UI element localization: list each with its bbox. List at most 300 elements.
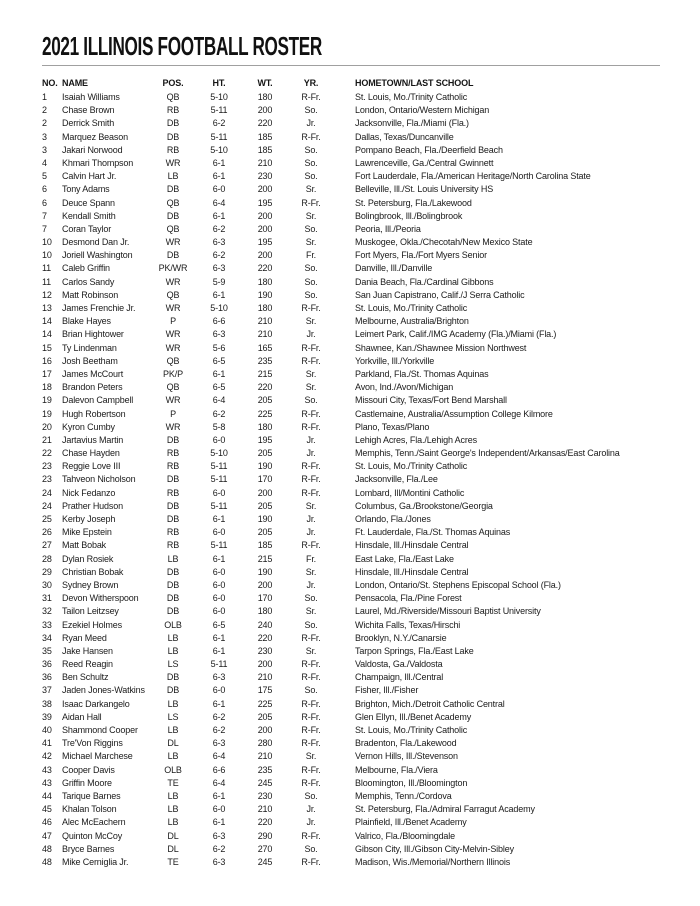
cell-hometown: Missouri City, Texas/Fort Bend Marshall (355, 395, 507, 406)
table-row (42, 737, 660, 750)
cell-height: 6-2 (212, 843, 226, 854)
cell-position: DL (167, 843, 179, 854)
cell-name: Griffin Moore (62, 777, 112, 788)
cell-position: WR (165, 303, 181, 313)
cell-year: R-Fr. (301, 659, 321, 670)
cell-weight: 220 (257, 817, 273, 828)
cell-height: 6-0 (212, 434, 226, 445)
cell-weight: 205 (257, 711, 273, 722)
cell-number: 19 (42, 395, 52, 406)
cell-year: Jr. (306, 434, 316, 445)
cell-weight: 180 (257, 303, 273, 313)
cell-year: R-Fr. (301, 131, 321, 142)
table-row (42, 619, 660, 632)
cell-year: Jr. (306, 329, 316, 340)
cell-position: TE (167, 856, 179, 867)
cell-number: 14 (42, 329, 52, 340)
cell-year: So. (304, 263, 318, 274)
cell-height: 5-10 (210, 448, 228, 459)
cell-year: So. (304, 223, 318, 234)
cell-name: Tailon Leitzsey (62, 606, 119, 617)
cell-year: So. (304, 171, 318, 182)
table-row (42, 183, 660, 196)
cell-hometown: St. Louis, Mo./Trinity Catholic (355, 92, 468, 102)
cell-height: 5-11 (210, 461, 228, 472)
cell-weight: 185 (257, 540, 273, 551)
cell-height: 5-11 (210, 659, 228, 670)
cell-number: 28 (42, 553, 52, 564)
cell-position: QB (166, 197, 180, 208)
page-title: 2021 ILLINOIS FOOTBALL ROSTER (42, 31, 322, 61)
cell-hometown: Orlando, Fla./Jones (355, 514, 431, 524)
cell-position: DB (166, 474, 180, 485)
cell-position: LS (167, 659, 179, 670)
cell-height: 6-0 (212, 527, 226, 538)
cell-year: R-Fr. (301, 830, 321, 841)
cell-name: Khmari Thompson (62, 157, 134, 168)
cell-hometown: London, Ontario/St. Stephens Episcopal School (Fla.) (355, 579, 561, 590)
cell-name: Coran Taylor (62, 223, 112, 234)
cell-hometown: Fort Myers, Fla./Fort Myers Senior (355, 250, 487, 261)
cell-position: DB (166, 434, 180, 445)
cell-weight: 180 (257, 276, 273, 287)
cell-name: Brandon Peters (62, 382, 123, 393)
cell-name: Shammond Cooper (62, 725, 138, 735)
cell-number: 40 (42, 725, 52, 735)
cell-weight: 290 (257, 830, 273, 841)
cell-height: 5-11 (210, 500, 228, 511)
cell-hometown: Avon, Ind./Avon/Michigan (355, 382, 454, 393)
table-row (42, 764, 660, 777)
cell-year: Jr. (306, 448, 316, 459)
cell-position: WR (165, 395, 181, 406)
cell-height: 6-1 (212, 157, 226, 168)
col-header-yr: YR. (303, 78, 319, 88)
cell-weight: 190 (257, 566, 273, 577)
cell-year: R-Fr. (301, 408, 321, 419)
table-row (42, 698, 660, 711)
col-header-wt: WT. (257, 78, 273, 88)
cell-height: 6-1 (212, 553, 226, 564)
cell-name: Chase Hayden (62, 448, 120, 459)
cell-name: Deuce Spann (62, 197, 115, 208)
table-row (42, 197, 660, 210)
cell-name: Carlos Sandy (62, 276, 115, 287)
cell-name: Nick Fedanzo (62, 487, 116, 498)
table-row (42, 210, 660, 223)
cell-position: DB (166, 685, 180, 696)
cell-position: LB (167, 790, 179, 801)
table-row (42, 91, 660, 104)
cell-year: R-Fr. (301, 672, 321, 683)
cell-number: 33 (42, 619, 52, 630)
table-row (42, 408, 660, 421)
cell-weight: 200 (257, 184, 273, 195)
cell-weight: 200 (257, 210, 273, 221)
table-row (42, 289, 660, 302)
cell-weight: 170 (257, 593, 273, 604)
cell-number: 1 (42, 92, 47, 102)
cell-height: 5-8 (212, 421, 226, 432)
cell-hometown: Hinsdale, Ill./Hinsdale Central (355, 540, 469, 551)
cell-year: Jr. (306, 527, 316, 538)
table-row (42, 262, 660, 275)
cell-weight: 210 (257, 804, 273, 815)
cell-number: 36 (42, 672, 52, 683)
cell-weight: 190 (257, 461, 273, 472)
cell-hometown: Hinsdale, Ill./Hinsdale Central (355, 566, 469, 577)
cell-height: 6-2 (212, 118, 226, 129)
col-header-ht: HT. (212, 78, 226, 88)
cell-number: 42 (42, 751, 52, 762)
cell-position: DL (167, 738, 179, 749)
cell-year: Sr. (305, 210, 317, 221)
table-row (42, 777, 660, 790)
cell-hometown: Fisher, Ill./Fisher (355, 685, 419, 696)
cell-weight: 215 (257, 553, 273, 564)
cell-height: 6-4 (212, 751, 226, 762)
cell-height: 6-1 (212, 368, 226, 379)
cell-position: QB (166, 355, 180, 366)
cell-number: 26 (42, 527, 52, 538)
cell-number: 2 (42, 118, 47, 129)
cell-name: Reed Reagin (62, 659, 113, 670)
cell-number: 12 (42, 289, 52, 300)
cell-hometown: Memphis, Tenn./Cordova (355, 790, 452, 801)
cell-hometown: Vernon Hills, Ill./Stevenson (355, 751, 458, 762)
cell-weight: 180 (257, 606, 273, 617)
cell-weight: 230 (257, 171, 273, 182)
cell-number: 6 (42, 197, 47, 208)
table-row (42, 632, 660, 645)
cell-height: 6-4 (212, 777, 226, 788)
roster-body (42, 91, 660, 869)
table-row (42, 526, 660, 539)
cell-year: Sr. (305, 237, 317, 248)
cell-height: 6-0 (212, 566, 226, 577)
cell-hometown: Memphis, Tenn./Saint George's Independent/Arkansas/East Carolina (355, 448, 620, 459)
cell-year: So. (304, 289, 318, 300)
cell-hometown: Shawnee, Kan./Shawnee Mission Northwest (355, 342, 527, 353)
cell-height: 5-10 (210, 144, 228, 155)
cell-weight: 220 (257, 263, 273, 274)
cell-name: Michael Marchese (62, 751, 133, 762)
cell-weight: 200 (257, 105, 273, 116)
cell-year: So. (304, 105, 318, 116)
table-row (42, 394, 660, 407)
cell-position: TE (167, 777, 179, 788)
cell-number: 24 (42, 500, 52, 511)
cell-year: R-Fr. (301, 764, 321, 775)
cell-year: So. (304, 144, 318, 155)
cell-height: 5-11 (210, 131, 228, 142)
cell-weight: 245 (257, 777, 273, 788)
cell-name: Alec McEachern (62, 817, 126, 828)
cell-hometown: Leimert Park, Calif./IMG Academy (Fla.)/Miami (Fla.) (355, 329, 557, 340)
table-row (42, 711, 660, 724)
cell-hometown: Gibson City, Ill./Gibson City-Melvin-Sibley (355, 843, 514, 854)
cell-position: QB (166, 223, 180, 234)
cell-hometown: Plano, Texas/Plano (355, 421, 430, 432)
cell-hometown: Bolingbrook, Ill./Bolingbrook (355, 210, 463, 221)
cell-number: 6 (42, 184, 47, 195)
cell-hometown: Melbourne, Fla./Viera (355, 764, 438, 775)
cell-hometown: East Lake, Fla./East Lake (355, 553, 454, 564)
cell-position: QB (166, 92, 180, 102)
cell-year: R-Fr. (301, 632, 321, 643)
cell-height: 6-0 (212, 487, 226, 498)
cell-name: Isaac Darkangelo (62, 698, 130, 709)
cell-number: 10 (42, 250, 52, 261)
cell-hometown: Plainfield, Ill./Benet Academy (355, 817, 467, 828)
cell-weight: 235 (257, 764, 273, 775)
table-row (42, 249, 660, 262)
cell-height: 6-0 (212, 593, 226, 604)
table-row (42, 276, 660, 289)
cell-name: Christian Bobak (62, 566, 124, 577)
cell-year: So. (304, 276, 318, 287)
cell-number: 29 (42, 566, 52, 577)
cell-year: R-Fr. (301, 342, 321, 353)
cell-number: 46 (42, 817, 52, 828)
cell-name: Dylan Rosiek (62, 553, 114, 564)
table-row (42, 381, 660, 394)
cell-number: 13 (42, 303, 52, 313)
cell-year: Jr. (306, 514, 316, 524)
cell-number: 22 (42, 448, 52, 459)
cell-position: DB (166, 593, 180, 604)
col-header-name: NAME (62, 78, 88, 88)
cell-height: 6-0 (212, 685, 226, 696)
cell-weight: 200 (257, 659, 273, 670)
cell-name: Mike Cerniglia Jr. (62, 856, 129, 867)
cell-name: James McCourt (62, 368, 124, 379)
cell-number: 3 (42, 131, 47, 142)
table-row (42, 487, 660, 500)
cell-year: Fr. (305, 553, 317, 564)
table-row (42, 117, 660, 130)
cell-weight: 180 (257, 421, 273, 432)
cell-height: 5-10 (210, 303, 228, 313)
cell-hometown: Madison, Wis./Memorial/Northern Illinois (355, 856, 511, 867)
cell-position: RB (166, 461, 180, 472)
cell-hometown: Parkland, Fla./St. Thomas Aquinas (355, 368, 489, 379)
cell-number: 27 (42, 540, 52, 551)
cell-height: 6-5 (212, 382, 226, 393)
cell-year: R-Fr. (301, 856, 321, 867)
cell-year: R-Fr. (301, 487, 321, 498)
cell-position: DB (166, 672, 180, 683)
cell-name: Khalan Tolson (62, 804, 117, 815)
cell-year: Jr. (306, 118, 316, 129)
cell-hometown: St. Louis, Mo./Trinity Catholic (355, 725, 468, 735)
table-row (42, 579, 660, 592)
cell-weight: 270 (257, 843, 273, 854)
cell-name: Desmond Dan Jr. (62, 237, 130, 248)
cell-hometown: Valdosta, Ga./Valdosta (355, 659, 443, 670)
cell-year: R-Fr. (301, 92, 321, 102)
table-row (42, 684, 660, 697)
table-row (42, 513, 660, 526)
cell-number: 43 (42, 764, 52, 775)
cell-name: Dalevon Campbell (62, 395, 134, 406)
table-row (42, 368, 660, 381)
cell-weight: 200 (257, 579, 273, 590)
cell-height: 6-2 (212, 711, 226, 722)
cell-year: Jr. (306, 579, 316, 590)
cell-year: R-Fr. (301, 421, 321, 432)
cell-year: Sr. (305, 606, 317, 617)
cell-number: 36 (42, 659, 52, 670)
cell-hometown: Dallas, Texas/Duncanville (355, 131, 454, 142)
cell-hometown: Peoria, Ill./Peoria (355, 223, 421, 234)
cell-name: Caleb Griffin (62, 263, 110, 274)
cell-hometown: Columbus, Ga./Brookstone/Georgia (355, 500, 493, 511)
cell-height: 5-11 (210, 540, 228, 551)
cell-name: Mike Epstein (62, 527, 112, 538)
cell-weight: 190 (257, 289, 273, 300)
cell-name: Reggie Love III (62, 461, 121, 472)
cell-year: R-Fr. (301, 461, 321, 472)
cell-number: 44 (42, 790, 52, 801)
cell-position: PK/P (163, 368, 183, 379)
cell-year: R-Fr. (301, 725, 321, 735)
cell-year: R-Fr. (301, 540, 321, 551)
cell-height: 6-1 (212, 698, 226, 709)
table-row (42, 236, 660, 249)
cell-weight: 220 (257, 632, 273, 643)
cell-hometown: Danville, Ill./Danville (355, 263, 433, 274)
cell-hometown: Valrico, Fla./Bloomingdale (355, 830, 455, 841)
cell-hometown: Ft. Lauderdale, Fla./St. Thomas Aquinas (355, 527, 511, 538)
cell-position: OLB (164, 619, 182, 630)
cell-height: 6-0 (212, 184, 226, 195)
cell-year: R-Fr. (301, 698, 321, 709)
table-row (42, 355, 660, 368)
cell-position: RB (166, 144, 180, 155)
cell-position: LB (167, 698, 179, 709)
cell-hometown: Wichita Falls, Texas/Hirschi (355, 619, 461, 630)
table-row (42, 500, 660, 513)
cell-height: 6-0 (212, 579, 226, 590)
cell-name: Tony Adams (62, 184, 110, 195)
cell-height: 6-3 (212, 856, 226, 867)
cell-number: 47 (42, 830, 52, 841)
cell-name: Chase Brown (62, 105, 115, 116)
cell-name: Jaden Jones-Watkins (62, 685, 145, 696)
cell-weight: 220 (257, 382, 273, 393)
table-header-row (42, 76, 660, 91)
cell-year: So. (304, 395, 318, 406)
cell-year: Sr. (305, 500, 317, 511)
cell-position: DB (166, 210, 180, 221)
cell-position: P (170, 408, 176, 419)
table-row (42, 592, 660, 605)
cell-position: RB (166, 540, 180, 551)
cell-hometown: St. Louis, Mo./Trinity Catholic (355, 461, 468, 472)
cell-hometown: Melbourne, Australia/Brighton (355, 316, 469, 327)
table-row (42, 539, 660, 552)
cell-position: P (170, 316, 176, 327)
cell-weight: 185 (257, 144, 273, 155)
cell-height: 6-2 (212, 725, 226, 735)
cell-year: Sr. (305, 184, 317, 195)
cell-number: 48 (42, 856, 52, 867)
table-row (42, 328, 660, 341)
table-row (42, 473, 660, 486)
cell-height: 6-0 (212, 804, 226, 815)
cell-name: Cooper Davis (62, 764, 115, 775)
cell-hometown: Laurel, Md./Riverside/Missouri Baptist University (355, 606, 541, 617)
cell-height: 6-3 (212, 329, 226, 340)
cell-name: James Frenchie Jr. (62, 303, 136, 313)
table-row (42, 131, 660, 144)
cell-hometown: Fort Lauderdale, Fla./American Heritage/North Carolina State (355, 171, 591, 182)
cell-height: 6-3 (212, 263, 226, 274)
cell-year: Sr. (305, 382, 317, 393)
table-row (42, 671, 660, 684)
cell-name: Kendall Smith (62, 210, 116, 221)
table-row (42, 816, 660, 829)
cell-hometown: Muskogee, Okla./Checotah/New Mexico State (355, 237, 533, 248)
cell-hometown: Bradenton, Fla./Lakewood (355, 738, 457, 749)
cell-position: RB (166, 448, 180, 459)
cell-hometown: Jacksonville, Fla./Miami (Fla.) (355, 118, 469, 129)
table-row (42, 790, 660, 803)
cell-weight: 210 (257, 316, 273, 327)
cell-weight: 225 (257, 408, 273, 419)
cell-number: 14 (42, 316, 52, 327)
table-row (42, 803, 660, 816)
cell-position: WR (165, 329, 181, 340)
cell-height: 6-2 (212, 408, 226, 419)
cell-year: R-Fr. (301, 711, 321, 722)
cell-year: So. (304, 593, 318, 604)
cell-hometown: Castlemaine, Australia/Assumption College Kilmore (355, 408, 553, 419)
cell-position: LB (167, 632, 179, 643)
cell-year: Sr. (305, 566, 317, 577)
cell-position: DB (166, 606, 180, 617)
cell-position: LB (167, 804, 179, 815)
cell-name: Kerby Joseph (62, 514, 116, 524)
cell-hometown: St. Petersburg, Fla./Lakewood (355, 197, 472, 208)
cell-number: 2 (42, 105, 47, 116)
cell-height: 5-11 (210, 105, 228, 116)
cell-weight: 210 (257, 751, 273, 762)
cell-year: R-Fr. (301, 355, 321, 366)
cell-year: Sr. (305, 751, 317, 762)
table-row (42, 856, 660, 869)
cell-hometown: Lehigh Acres, Fla./Lehigh Acres (355, 434, 477, 445)
cell-position: WR (165, 237, 181, 248)
cell-year: R-Fr. (301, 738, 321, 749)
cell-position: LB (167, 553, 179, 564)
table-row (42, 658, 660, 671)
cell-number: 41 (42, 738, 52, 749)
cell-position: DB (166, 579, 180, 590)
cell-name: Kyron Cumby (62, 421, 115, 432)
cell-name: Prather Hudson (62, 500, 123, 511)
cell-name: Devon Witherspoon (62, 593, 139, 604)
cell-number: 38 (42, 698, 52, 709)
cell-year: R-Fr. (301, 303, 321, 313)
cell-hometown: Yorkville, Ill./Yorkville (355, 355, 435, 366)
cell-number: 10 (42, 237, 52, 248)
cell-year: So. (304, 619, 318, 630)
cell-height: 6-1 (212, 645, 226, 656)
cell-name: Tarique Barnes (62, 790, 121, 801)
cell-weight: 200 (257, 487, 273, 498)
